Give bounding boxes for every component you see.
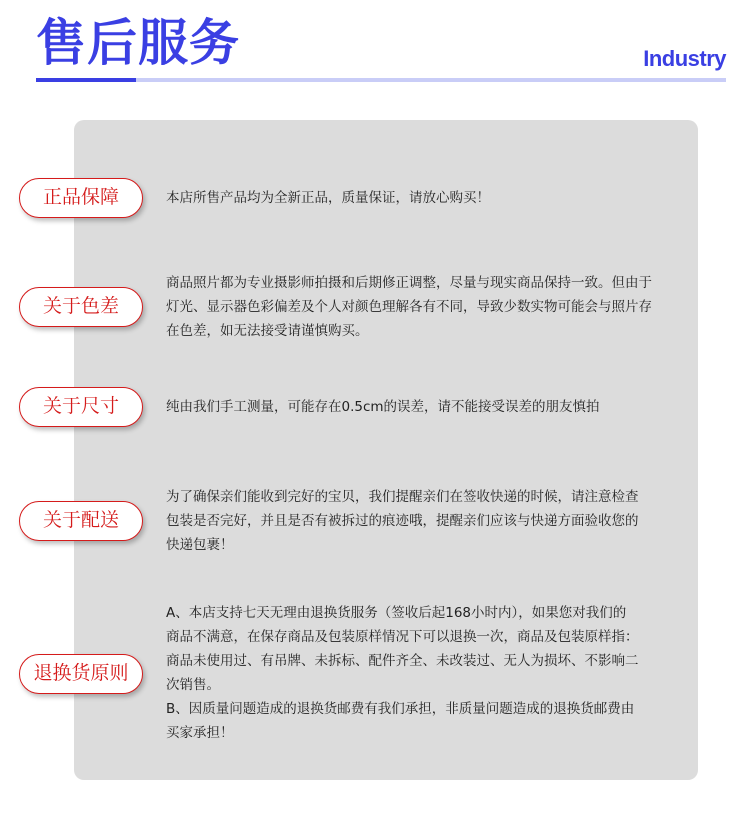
section-text-size: 纯由我们手工测量，可能存在0.5cm的误差，请不能接受误差的朋友慎拍	[166, 399, 600, 415]
section-text-returns: A、本店支持七天无理由退换货服务（签收后起168小时内），如果您对我们的 商品不满意，在保存商品及包装原样情况下可以退换一次，商品及包装原样指： 商品未使用过、有吊牌、未拆标、配件齐全、未改装过、无人为损坏、不影响二 次销售。 B、因质量问题造成的退换货邮费有我们承担，非质量问题造成的退换货邮费由 买家承担！	[166, 605, 639, 741]
section-text-genuine: 本店所售产品均为全新正品，质量保证，请放心购买！	[166, 190, 490, 206]
page-header	[0, 0, 750, 90]
section-text-delivery: 为了确保亲们能收到完好的宝贝，我们提醒亲们在签收快递的时候，请注意检查 包装是否完好，并且是否有被拆过的痕迹哦，提醒亲们应该与快递方面验收您的 快递包裹！	[166, 489, 639, 553]
header-divider	[136, 78, 726, 82]
page-title: 售后服务	[36, 14, 240, 72]
section-label-genuine: 正品保障	[19, 178, 143, 218]
section-label-color: 关于色差	[19, 287, 143, 327]
title-underline	[36, 78, 136, 82]
industry-label: Industry	[643, 46, 726, 71]
section-label-size: 关于尺寸	[19, 387, 143, 427]
section-label-returns: 退换货原则	[19, 654, 143, 694]
section-label-delivery: 关于配送	[19, 501, 143, 541]
section-text-color: 商品照片都为专业摄影师拍摄和后期修正调整，尽量与现实商品保持一致。但由于 灯光、显示器色彩偏差及个人对颜色理解各有不同，导致少数实物可能会与照片存 在色差，如无法接受请谨慎购买。	[166, 275, 652, 339]
